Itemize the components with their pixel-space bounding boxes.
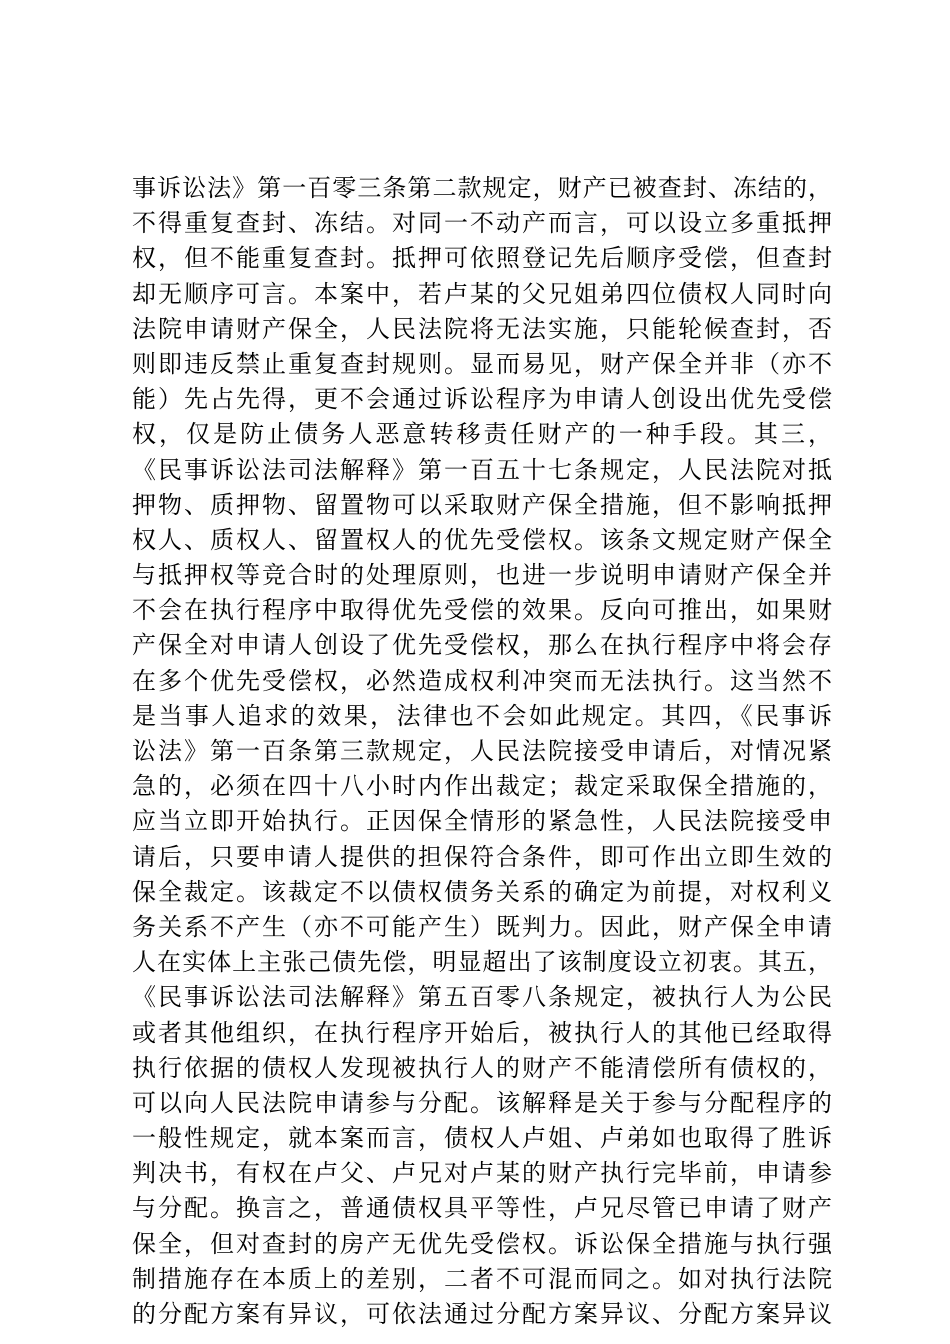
text-line: 人在实体上主张己债先偿，明显超出了该制度设立初衷。其五， bbox=[132, 948, 832, 977]
text-line: 保全裁定。该裁定不以债权债务关系的确定为前提，对权利义 bbox=[132, 877, 832, 906]
text-line: 请后，只要申请人提供的担保符合条件，即可作出立即生效的 bbox=[132, 842, 832, 871]
text-line: 或者其他组织，在执行程序开始后，被执行人的其他已经取得 bbox=[132, 1018, 832, 1047]
text-line: 应当立即开始执行。正因保全情形的紧急性，人民法院接受申 bbox=[132, 807, 832, 836]
text-line: 可以向人民法院申请参与分配。该解释是关于参与分配程序的 bbox=[132, 1088, 832, 1117]
text-line: 权，仅是防止债务人恶意转移责任财产的一种手段。其三， bbox=[132, 420, 832, 449]
text-line: 押物、质押物、留置物可以采取财产保全措施，但不影响抵押 bbox=[132, 490, 832, 519]
body-text bbox=[132, 171, 832, 1332]
text-line: 在多个优先受偿权，必然造成权利冲突而无法执行。这当然不 bbox=[132, 666, 832, 695]
text-line: 《民事诉讼法司法解释》第一百五十七条规定，人民法院对抵 bbox=[132, 455, 832, 484]
text-line: 《民事诉讼法司法解释》第五百零八条规定，被执行人为公民 bbox=[132, 983, 832, 1012]
text-line: 务关系不产生（亦不可能产生）既判力。因此，财产保全申请 bbox=[132, 912, 832, 941]
text-line: 一般性规定，就本案而言，债权人卢姐、卢弟如也取得了胜诉 bbox=[132, 1124, 832, 1153]
text-line: 与分配。换言之，普通债权具平等性，卢兄尽管已申请了财产 bbox=[132, 1194, 832, 1223]
text-line: 制措施存在本质上的差别，二者不可混而同之。如对执行法院 bbox=[132, 1264, 832, 1293]
text-line: 不得重复查封、冻结。对同一不动产而言，可以设立多重抵押 bbox=[132, 209, 832, 238]
text-line: 保全，但对查封的房产无优先受偿权。诉讼保全措施与执行强 bbox=[132, 1229, 832, 1258]
text-line: 事诉讼法》第一百零三条第二款规定，财产已被查封、冻结的， bbox=[132, 174, 832, 202]
text-line: 讼法》第一百条第三款规定，人民法院接受申请后，对情况紧 bbox=[132, 737, 832, 765]
text-line: 权，但不能重复查封。抵押可依照登记先后顺序受偿，但查封 bbox=[132, 244, 832, 273]
text-line: 权人、质权人、留置权人的优先受偿权。该条文规定财产保全 bbox=[132, 525, 832, 554]
text-line: 判决书，有权在卢父、卢兄对卢某的财产执行完毕前，申请参 bbox=[132, 1159, 832, 1188]
text-line: 急的，必须在四十八小时内作出裁定；裁定采取保全措施的， bbox=[132, 772, 832, 801]
text-line: 法院申请财产保全，人民法院将无法实施，只能轮候查封，否 bbox=[132, 314, 832, 343]
text-line: 是当事人追求的效果，法律也不会如此规定。其四，《民事诉 bbox=[132, 701, 832, 730]
text-line: 不会在执行程序中取得优先受偿的效果。反向可推出，如果财 bbox=[132, 596, 832, 625]
text-line: 产保全对申请人创设了优先受偿权，那么在执行程序中将会存 bbox=[132, 631, 832, 660]
text-line: 的分配方案有异议，可依法通过分配方案异议、分配方案异议 bbox=[132, 1300, 832, 1328]
text-line: 与抵押权等竞合时的处理原则，也进一步说明申请财产保全并 bbox=[132, 561, 832, 590]
text-line: 则即违反禁止重复查封规则。显而易见，财产保全并非（亦不 bbox=[132, 349, 832, 378]
text-line: 执行依据的债权人发现被执行人的财产不能清偿所有债权的， bbox=[132, 1053, 832, 1082]
text-line: 能）先占先得，更不会通过诉讼程序为申请人创设出优先受偿 bbox=[132, 385, 832, 414]
text-line: 却无顺序可言。本案中，若卢某的父兄姐弟四位债权人同时向 bbox=[132, 279, 832, 308]
